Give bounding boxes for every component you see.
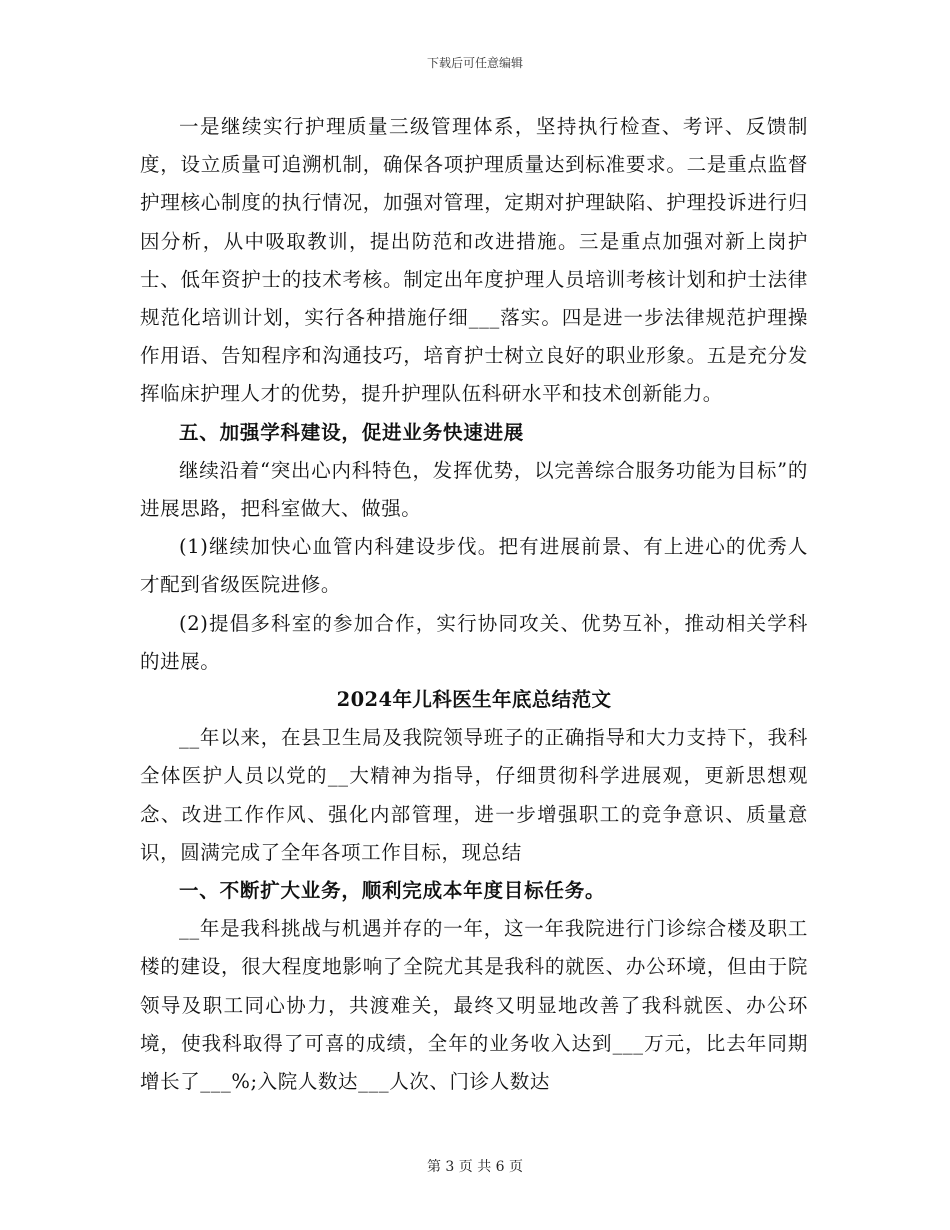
document-title: 2024年儿科医生年底总结范文 xyxy=(336,688,612,712)
page-header: 下载后可任意编辑 xyxy=(426,56,523,70)
paragraph-item-1: (1)继续加快心血管内科建设步伐。把有进展前景、有上进心的优秀人才配到省级医院进修。 xyxy=(140,535,808,597)
paragraph-summary-intro: __年以来，在县卫生局及我院领导班子的正确指导和大力支持下，我科全体医护人员以党的__大精神为指导，仔细贯彻科学进展观，更新思想观念、改进工作作风、强化内部管理，进一步增强职工的竞争意识、质量意识，圆满完成了全年各项工作目标，现总结 xyxy=(140,726,808,864)
section-heading-1: 一、不断扩大业务，顺利完成本年度目标任务。 xyxy=(179,879,606,903)
section-heading-5: 五、加强学科建设，促进业务快速进展 xyxy=(179,420,525,444)
paragraph-business-results: __年是我科挑战与机遇并存的一年，这一年我院进行门诊综合楼及职工楼的建设，很大程度地影响了全院尤其是我科的就医、办公环境，但由于院领导及职工同心协力，共渡难关，最终又明显地改善了我科就医、办公环境，使我科取得了可喜的成绩，全年的业务收入达到___万元，比去年同期增长了___%;入院人数达___人次、门诊人数达 xyxy=(140,917,808,1094)
document-body xyxy=(140,108,808,1101)
page-footer: 第 3 页 共 6 页 xyxy=(426,1159,524,1175)
paragraph-item-2: (2)提倡多科室的参加合作，实行协同攻关、优势互补，推动相关学科的进展。 xyxy=(140,611,808,673)
paragraph-discipline-intro: 继续沿着“突出心内科特色，发挥优势，以完善综合服务功能为目标”的进展思路，把科室做大、做强。 xyxy=(140,458,808,521)
paragraph-nursing-measures: 一是继续实行护理质量三级管理体系，坚持执行检查、考评、反馈制度，设立质量可追溯机制，确保各项护理质量达到标准要求。二是重点监督护理核心制度的执行情况，加强对管理，定期对护理缺陷、护理投诉进行归因分析，从中吸取教训，提出防范和改进措施。三是重点加强对新上岗护士、低年资护士的技术考核。制定出年度护理人员培训考核计划和护士法律规范化培训计划，实行各种措施仔细___落实。四是进一步法律规范护理操作用语、告知程序和沟通技巧，培育护士树立良好的职业形象。五是充分发挥临床护理人才的优势，提升护理队伍科研水平和技术创新能力。 xyxy=(140,115,808,406)
